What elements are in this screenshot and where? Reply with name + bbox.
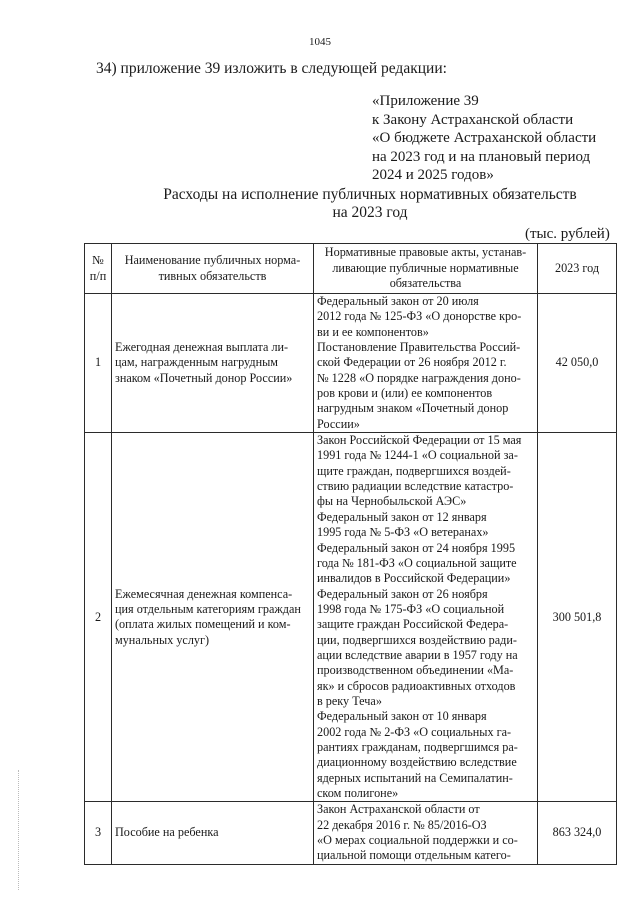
appendix-line: на 2023 год и на плановый период xyxy=(372,148,591,165)
row-legal-acts: Федеральный закон от 20 июля 2012 года № 125-ФЗ «О донорстве кро- ви и ее компонентов» Постановление Правительства Россий- ской Федерации от 26 ноября 2012 г. № 1228 «О порядке награждения доно- ров крови и (или) ее компонентов нагрудным знаком «Почетный донор России» xyxy=(314,294,538,433)
table-header-row xyxy=(85,244,617,294)
row-amount: 300 501,8 xyxy=(538,433,617,802)
appendix-reference xyxy=(372,92,596,185)
row-number: 3 xyxy=(85,802,112,864)
row-number: 2 xyxy=(85,433,112,802)
appendix-line: 2024 и 2025 годов» xyxy=(372,167,494,183)
header-number: № п/п xyxy=(85,244,112,294)
page-number: 1045 xyxy=(309,36,331,48)
intro-text: 34) приложение 39 изложить в следующей редакции: xyxy=(96,60,447,77)
appendix-line: «О бюджете Астраханской области xyxy=(372,130,597,146)
title-line: Расходы на исполнение публичных нормативных обязательств xyxy=(163,186,577,203)
header-amount-2023: 2023 год xyxy=(538,244,617,294)
table-row xyxy=(85,802,617,864)
document-title xyxy=(100,186,640,222)
row-legal-acts: Закон Российской Федерации от 15 мая 1991 года № 1244-1 «О социальной за- щите граждан, подвергшихся воздей- ствию радиации вследствие катастро- фы на Чернобыльской АЭС» Федеральный закон от 12 января 1995 года № 5-ФЗ «О ветеранах» Федеральный закон от 24 ноября 1995 года № 181-ФЗ «О социальной защите инвалидов в Российской Федерации» Федеральный закон от 26 ноября 1998 года № 175-ФЗ «О социальной защите граждан Российской Федера- ции, подвергшихся воздействию ради- ации вследствие аварии в 1957 году на производственном объединении «Ма- як» и сбросов радиоактивных отходов в реку Теча» Федеральный закон от 10 января 2002 года № 2-ФЗ «О социальных га- рантиях гражданам, подвергшимся ра- диационному воздействию вследствие ядерных испытаний на Семипалатин- ском полигоне» xyxy=(314,433,538,802)
table-row xyxy=(85,294,617,433)
units-label: (тыс. рублей) xyxy=(525,226,610,242)
obligations-table xyxy=(84,243,617,865)
appendix-line: «Приложение 39 xyxy=(372,93,479,109)
row-amount: 863 324,0 xyxy=(538,802,617,864)
row-legal-acts: Закон Астраханской области от 22 декабря 2016 г. № 85/2016-ОЗ «О мерах социальной поддержки и со- циальной помощи отдельным катего- xyxy=(314,802,538,864)
scan-margin-mark xyxy=(18,770,19,890)
title-line: на 2023 год xyxy=(332,204,408,221)
appendix-line: к Закону Астраханской области xyxy=(372,111,574,128)
header-legal-acts: Нормативные правовые акты, устанав- ливающие публичные нормативные обязательства xyxy=(314,244,538,294)
row-amount: 42 050,0 xyxy=(538,294,617,433)
table-row xyxy=(85,433,617,802)
header-name: Наименование публичных норма- тивных обязательств xyxy=(112,244,314,294)
row-name: Ежемесячная денежная компенса- ция отдельным категориям граждан (оплата жилых помещений и ком- мунальных услуг) xyxy=(112,433,314,802)
row-name: Ежегодная денежная выплата ли- цам, награжденным нагрудным знаком «Почетный донор России» xyxy=(112,294,314,433)
row-name: Пособие на ребенка xyxy=(112,802,314,864)
row-number: 1 xyxy=(85,294,112,433)
